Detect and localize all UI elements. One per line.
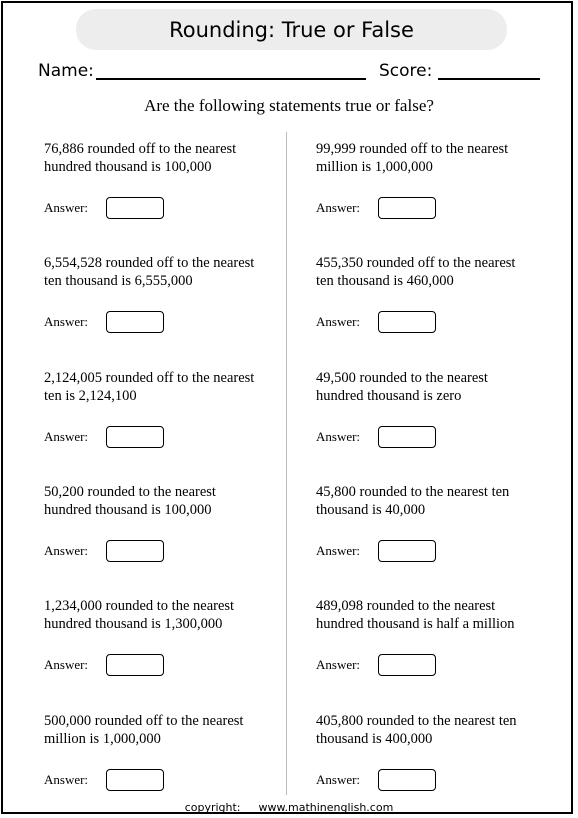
question-line-1: 76,886 rounded off to the nearest xyxy=(44,141,237,157)
answer-row xyxy=(44,311,244,333)
worksheet-title xyxy=(76,9,507,50)
question-line-1: 50,200 rounded to the nearest xyxy=(44,484,216,500)
question-line-1: 49,500 rounded to the nearest xyxy=(316,370,488,386)
answer-label: Answer: xyxy=(316,429,361,444)
question-line-2: thousand is 40,000 xyxy=(316,502,426,518)
answer-box[interactable] xyxy=(106,311,164,333)
score-label: Score: xyxy=(379,61,433,81)
answer-box[interactable] xyxy=(106,769,164,791)
question-text xyxy=(316,712,556,748)
answer-label: Answer: xyxy=(316,314,361,329)
answer-label: Answer: xyxy=(44,657,89,672)
answer-label: Answer: xyxy=(44,772,89,787)
title-text: Rounding: True or False xyxy=(169,17,414,42)
question-line-1: 405,800 rounded to the nearest ten xyxy=(316,713,517,729)
question-line-1: 2,124,005 rounded off to the nearest xyxy=(44,370,255,386)
answer-label: Answer: xyxy=(316,657,361,672)
question-line-2: ten thousand is 6,555,000 xyxy=(44,273,193,289)
question-item xyxy=(44,712,284,812)
question-line-1: 489,098 rounded to the nearest xyxy=(316,598,496,614)
answer-row xyxy=(316,311,516,333)
question-line-1: 45,800 rounded to the nearest ten xyxy=(316,484,510,500)
question-line-2: hundred thousand is 1,300,000 xyxy=(44,616,223,632)
question-line-1: 455,350 rounded off to the nearest xyxy=(316,255,516,271)
question-text xyxy=(44,254,284,290)
question-item xyxy=(316,140,556,240)
question-line-2: ten thousand is 460,000 xyxy=(316,273,454,289)
question-line-2: hundred thousand is half a million xyxy=(316,616,515,632)
answer-row xyxy=(316,654,516,676)
answer-row xyxy=(44,769,244,791)
answer-box[interactable] xyxy=(378,769,436,791)
answer-row xyxy=(44,197,244,219)
answer-box[interactable] xyxy=(378,540,436,562)
answer-label: Answer: xyxy=(44,200,89,215)
answer-row xyxy=(316,197,516,219)
answer-box[interactable] xyxy=(378,426,436,448)
question-text xyxy=(316,597,556,633)
question-text xyxy=(44,483,284,519)
answer-box[interactable] xyxy=(378,311,436,333)
question-item xyxy=(316,483,556,583)
answer-box[interactable] xyxy=(106,654,164,676)
question-item xyxy=(316,712,556,812)
question-text xyxy=(316,254,556,290)
question-text xyxy=(44,712,284,748)
answer-label: Answer: xyxy=(44,543,89,558)
question-text xyxy=(44,597,284,633)
copyright-footer xyxy=(0,801,578,814)
answer-box[interactable] xyxy=(106,540,164,562)
question-item xyxy=(44,140,284,240)
answer-label: Answer: xyxy=(316,772,361,787)
answer-row xyxy=(44,540,244,562)
answer-box[interactable] xyxy=(106,197,164,219)
answer-box[interactable] xyxy=(378,197,436,219)
question-text xyxy=(316,140,556,176)
answer-box[interactable] xyxy=(378,654,436,676)
answer-box[interactable] xyxy=(106,426,164,448)
copyright-site: www.mathinenglish.com xyxy=(258,801,394,814)
question-item xyxy=(316,597,556,697)
question-line-2: hundred thousand is 100,000 xyxy=(44,159,212,175)
question-text xyxy=(44,369,284,405)
answer-label: Answer: xyxy=(316,543,361,558)
question-line-1: 1,234,000 rounded to the nearest xyxy=(44,598,235,614)
answer-label: Answer: xyxy=(44,314,89,329)
question-text xyxy=(316,483,556,519)
question-line-2: ten is 2,124,100 xyxy=(44,388,137,404)
question-line-2: hundred thousand is 100,000 xyxy=(44,502,212,518)
question-text xyxy=(44,140,284,176)
question-text xyxy=(316,369,556,405)
question-line-1: 99,999 rounded off to the nearest xyxy=(316,141,509,157)
question-line-2: million is 1,000,000 xyxy=(316,159,433,175)
question-line-2: thousand is 400,000 xyxy=(316,731,433,747)
answer-row xyxy=(316,769,516,791)
question-line-2: hundred thousand is zero xyxy=(316,388,462,404)
question-line-1: 500,000 rounded off to the nearest xyxy=(44,713,244,729)
copyright-label: copyright: xyxy=(184,801,241,814)
name-score-row xyxy=(38,58,548,84)
question-item xyxy=(316,254,556,354)
question-item xyxy=(44,597,284,697)
question-item xyxy=(44,254,284,354)
answer-label: Answer: xyxy=(44,429,89,444)
score-blank-line[interactable] xyxy=(438,78,540,80)
name-label: Name: xyxy=(38,61,94,81)
answer-row xyxy=(44,426,244,448)
answer-row xyxy=(316,540,516,562)
column-divider xyxy=(286,132,287,795)
answer-row xyxy=(44,654,244,676)
question-line-2: million is 1,000,000 xyxy=(44,731,161,747)
question-line-1: 6,554,528 rounded off to the nearest xyxy=(44,255,255,271)
question-item xyxy=(316,369,556,469)
instruction-text: Are the following statements true or false? xyxy=(144,96,434,115)
answer-row xyxy=(316,426,516,448)
name-blank-line[interactable] xyxy=(96,78,366,80)
answer-label: Answer: xyxy=(316,200,361,215)
question-item xyxy=(44,483,284,583)
question-item xyxy=(44,369,284,469)
